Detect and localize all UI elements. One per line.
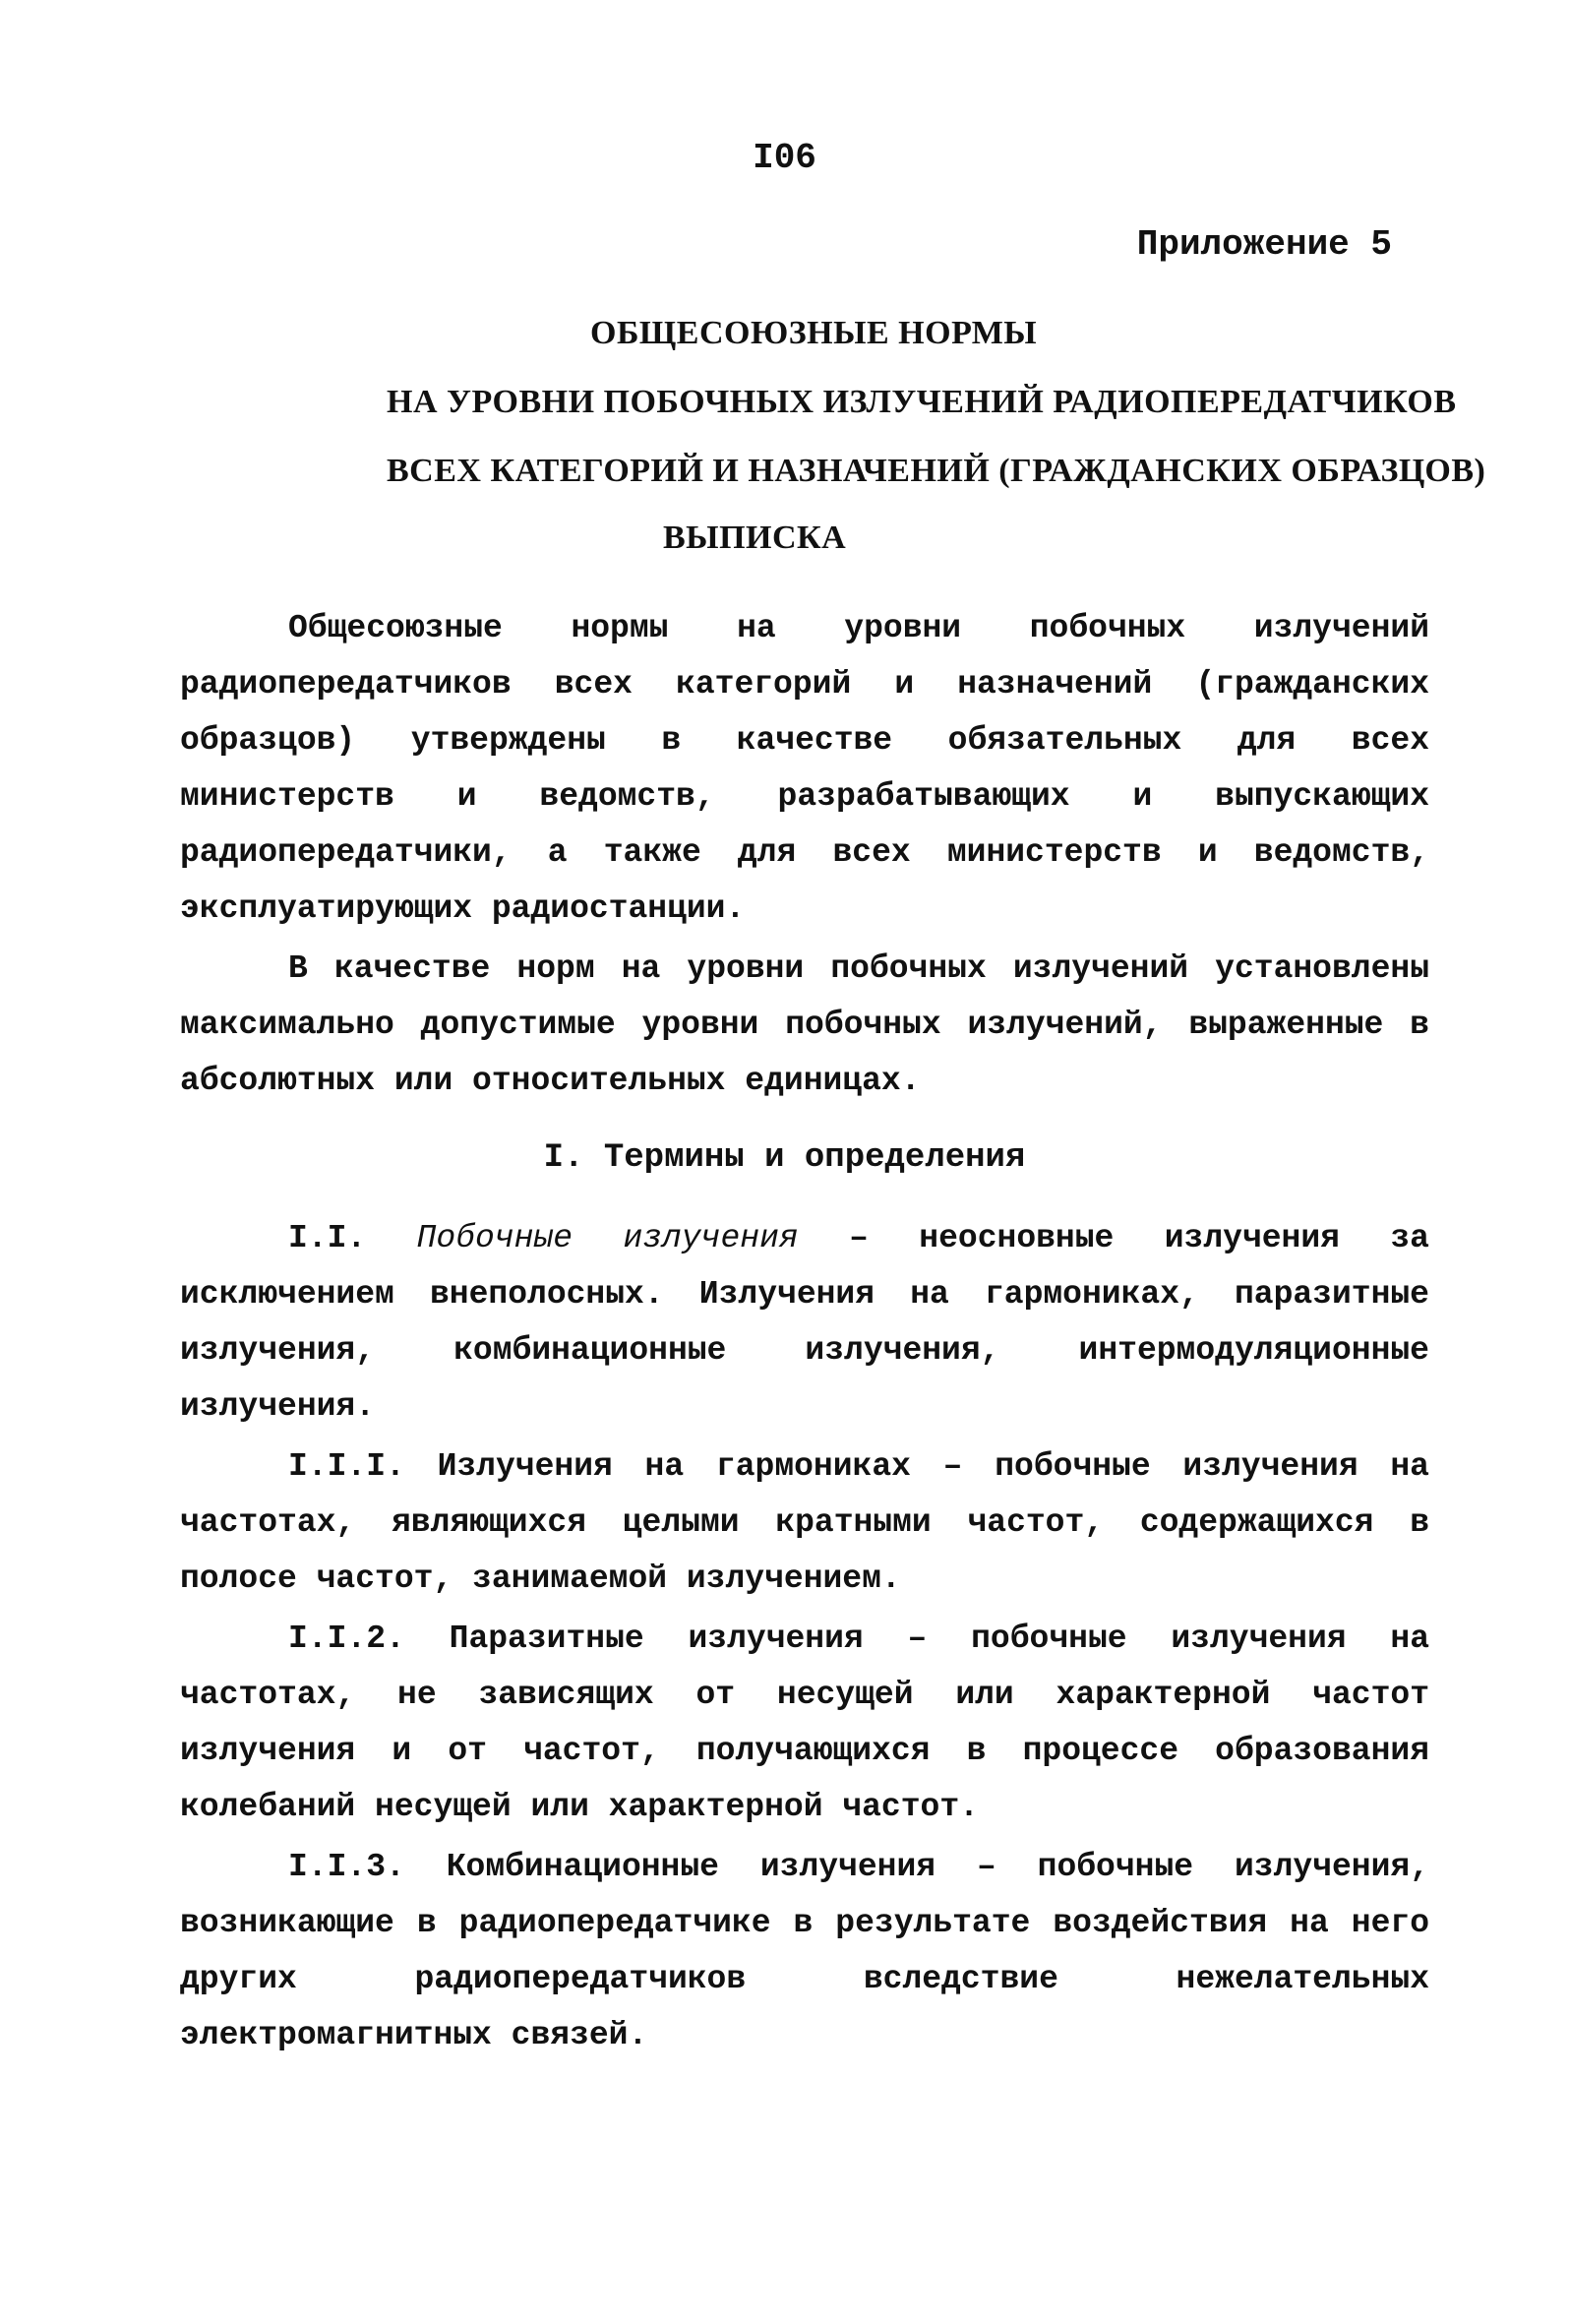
definition-text: – побочные излучения, возникающие в радиопередатчике в результате воздействия на него других радиопередатчиков вследствие нежелательных электромагнитных связей.: [180, 1849, 1429, 2053]
definition-term: Излучения на гармониках: [437, 1448, 911, 1485]
intro-paragraph-1: Общесоюзные нормы на уровни побочных излучений радиопередатчиков всех категорий и назначений (гражданских образцов) утверждены в качестве обязательных для всех министерств и ведомств, разрабатывающих и выпускающих радиопередатчики, а также для всех министерств и ведомств, эксплуатирующих радиостанции.: [180, 610, 1429, 927]
definition-number: I.I.I.: [288, 1448, 405, 1485]
title-line-1: ОБЩЕСОЮЗНЫЕ НОРМЫ: [590, 315, 1038, 351]
definition-item: [180, 1611, 1429, 1835]
page-number: I06: [753, 138, 816, 178]
definition-term: Комбинационные излучения: [446, 1849, 936, 1885]
section-heading: I. Термины и определения: [543, 1139, 1026, 1177]
definition-number: I.I.: [288, 1220, 367, 1256]
definition-number: I.I.2.: [288, 1621, 405, 1657]
definition-text: – побочные излучения на частотах, не зависящих от несущей или характерной частот излучения и от частот, получающихся в процессе образования колебаний несущей или характерной частот.: [180, 1621, 1429, 1825]
definition-term: Побочные излучения: [416, 1220, 799, 1256]
definition-item: [180, 1438, 1429, 1607]
title-line-3: ВСЕХ КАТЕГОРИЙ И НАЗНАЧЕНИЙ (ГРАЖДАНСКИХ ОБРАЗЦОВ): [387, 453, 1486, 489]
definition-number: I.I.3.: [288, 1849, 405, 1885]
intro-section: [180, 600, 1429, 1109]
definition-term: Паразитные излучения: [449, 1621, 864, 1657]
intro-paragraph-2: В качестве норм на уровни побочных излучений установлены максимально допустимые уровни побочных излучений, выраженные в абсолютных или относительных единицах.: [180, 950, 1429, 1099]
title-line-2: НА УРОВНИ ПОБОЧНЫХ ИЗЛУЧЕНИЙ РАДИОПЕРЕДАТЧИКОВ: [387, 384, 1457, 420]
definition-item: [180, 1839, 1429, 2063]
appendix-label: Приложение 5: [1136, 224, 1392, 265]
definition-text: – неосновные излучения за исключением внеполосных. Излучения на гармониках, паразитные излучения, комбинационные излучения, интермодуляционные излучения.: [180, 1220, 1429, 1425]
definition-item: [180, 1210, 1429, 1435]
definition-text: – побочные излучения на частотах, являющихся целыми кратными частот, содержащихся в полосе частот, занимаемой излучением.: [180, 1448, 1429, 1597]
definitions-section: [180, 1210, 1429, 2063]
title-line-4: ВЫПИСКА: [663, 520, 847, 556]
